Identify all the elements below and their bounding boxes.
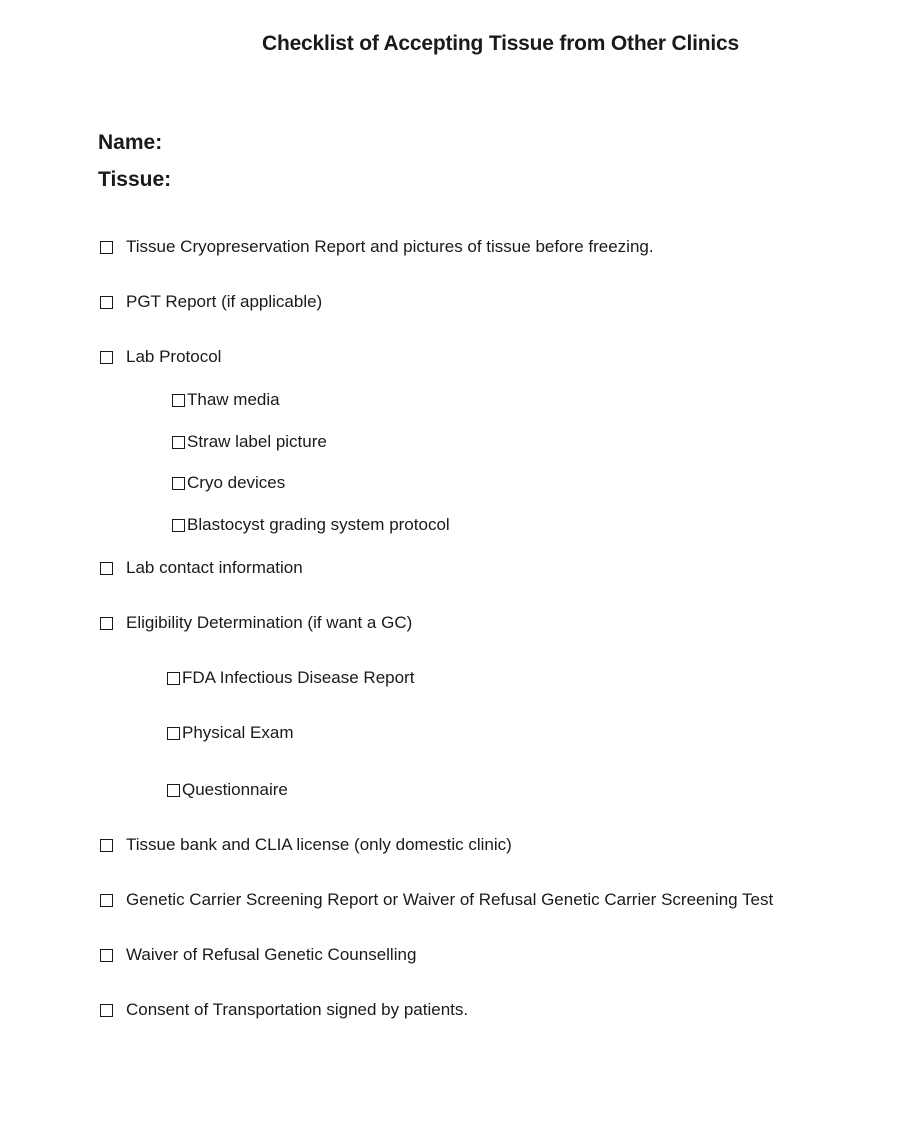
- checkbox-icon[interactable]: [100, 617, 113, 630]
- checkbox-icon[interactable]: [100, 1004, 113, 1017]
- checklist-subitem-label: Questionnaire: [182, 780, 288, 799]
- checkbox-icon[interactable]: [100, 839, 113, 852]
- checklist-subitem-label: Straw label picture: [187, 432, 327, 451]
- checkbox-icon[interactable]: [100, 241, 113, 254]
- checklist-item-label: Lab contact information: [126, 558, 303, 577]
- checklist-item-label: Genetic Carrier Screening Report or Waiver of Refusal Genetic Carrier Screening Test: [126, 890, 774, 909]
- checklist-subitem-thaw-media[interactable]: [172, 390, 280, 410]
- checkbox-icon[interactable]: [167, 784, 180, 797]
- checklist-item-label: Waiver of Refusal Genetic Counselling: [126, 945, 417, 964]
- checklist-subitem-label: Thaw media: [187, 390, 280, 409]
- checklist-item-label: Tissue Cryopreservation Report and pictures of tissue before freezing.: [126, 237, 654, 256]
- checklist-item-label: Eligibility Determination (if want a GC): [126, 613, 413, 632]
- checklist-item-genetic-carrier-screening[interactable]: [100, 890, 773, 910]
- checkbox-icon[interactable]: [100, 296, 113, 309]
- checklist-subitem-fda-infectious-disease[interactable]: [167, 668, 414, 688]
- checklist-subitem-questionnaire[interactable]: [167, 780, 288, 800]
- checkbox-icon[interactable]: [172, 519, 185, 532]
- checkbox-icon[interactable]: [172, 436, 185, 449]
- checklist-subitem-straw-label-picture[interactable]: [172, 432, 327, 452]
- tissue-field-label: Tissue:: [98, 168, 172, 191]
- checklist-item-label: PGT Report (if applicable): [126, 292, 323, 311]
- checklist-item-tissue-bank-clia[interactable]: [100, 835, 512, 855]
- checkbox-icon[interactable]: [167, 727, 180, 740]
- checklist-subitem-label: Physical Exam: [182, 723, 294, 742]
- checklist-item-label: Consent of Transportation signed by patients.: [126, 1000, 469, 1019]
- checkbox-icon[interactable]: [172, 477, 185, 490]
- checkbox-icon[interactable]: [167, 672, 180, 685]
- checklist-item-label: Tissue bank and CLIA license (only domestic clinic): [126, 835, 512, 854]
- checklist-subitem-label: Cryo devices: [187, 473, 286, 492]
- checklist-item-pgt-report[interactable]: [100, 292, 322, 312]
- checklist-item-eligibility-determination[interactable]: [100, 613, 412, 633]
- checklist-item-lab-contact[interactable]: [100, 558, 303, 578]
- checklist-item-cryopreservation-report[interactable]: [100, 237, 654, 257]
- checkbox-icon[interactable]: [100, 562, 113, 575]
- checkbox-icon[interactable]: [172, 394, 185, 407]
- checklist-subitem-label: FDA Infectious Disease Report: [182, 668, 415, 687]
- checkbox-icon[interactable]: [100, 351, 113, 364]
- checklist-subitem-label: Blastocyst grading system protocol: [187, 515, 450, 534]
- checklist-item-waiver-genetic-counselling[interactable]: [100, 945, 416, 965]
- checklist-item-lab-protocol[interactable]: [100, 347, 221, 367]
- checkbox-icon[interactable]: [100, 949, 113, 962]
- checklist-subitem-cryo-devices[interactable]: [172, 473, 285, 493]
- name-field-label: Name:: [98, 131, 163, 154]
- checklist-item-label: Lab Protocol: [126, 347, 222, 366]
- checklist-subitem-blastocyst-grading[interactable]: [172, 515, 450, 535]
- checkbox-icon[interactable]: [100, 894, 113, 907]
- page-title: Checklist of Accepting Tissue from Other Clinics: [261, 32, 739, 55]
- checklist-subitem-physical-exam[interactable]: [167, 723, 293, 743]
- checklist-item-consent-transportation[interactable]: [100, 1000, 468, 1020]
